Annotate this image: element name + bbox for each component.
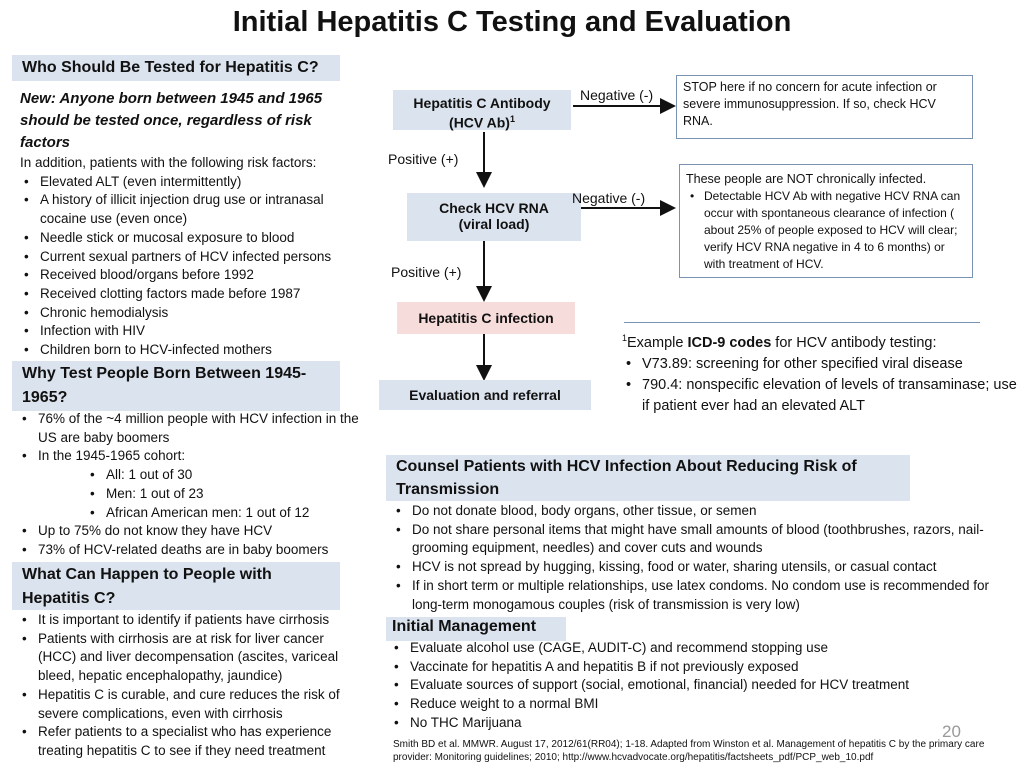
list-item: • It is important to identify if patients have cirrhosis xyxy=(18,611,363,630)
stop-callout: STOP here if no concern for acute infection or severe immunosuppression. If so, check HCV RNA. xyxy=(676,75,973,139)
hcv-antibody-box xyxy=(393,90,571,130)
who-heading: Who Should Be Tested for Hepatitis C? xyxy=(12,55,340,81)
list-item: • If in short term or multiple relationships, use latex condoms. No condom use is recommended for long-term monogamous couples (risk of transmission is very low) xyxy=(392,577,1012,614)
why-section xyxy=(18,410,363,560)
counsel-section xyxy=(392,502,1012,614)
list-item: • Evaluate alcohol use (CAGE, AUDIT-C) and recommend stopping use xyxy=(390,639,950,658)
not-infected-title: These people are NOT chronically infected. xyxy=(686,172,927,186)
not-infected-list xyxy=(686,188,966,273)
icd-section xyxy=(622,328,1022,417)
why-list xyxy=(18,410,363,560)
list-item: • Hepatitis C is curable, and cure reduces the risk of severe complications, even with cirrhosis xyxy=(18,686,363,723)
who-italic-text: New: Anyone born between 1945 and 1965 should be tested once, regardless of risk factors xyxy=(20,90,323,151)
negative-label-1: Negative (-) xyxy=(580,87,654,103)
icd-bold: ICD-9 codes xyxy=(687,334,772,351)
list-item: • Needle stick or mucosal exposure to blood xyxy=(20,229,360,248)
list-item: • Current sexual partners of HCV infected persons xyxy=(20,248,360,267)
list-item: • Children born to HCV-infected mothers xyxy=(20,341,360,360)
list-item: • Elevated ALT (even intermittently) xyxy=(20,173,360,192)
what-list xyxy=(18,611,363,761)
citation: Smith BD et al. MMWR. August 17, 2012/61(RR04); 1-18. Adapted from Winston et al. Management of hepatitis C by the primary care provider: Monitoring guidelines; 2010; http://www.hcvadvocate.org/hepatitis/factsheets_pdf/PCP_web_10.pdf xyxy=(393,739,985,763)
icd-suffix: for HCV antibody testing: xyxy=(771,334,937,351)
negative-label-2: Negative (-) xyxy=(572,190,646,206)
list-item: • Evaluate sources of support (social, emotional, financial) needed for HCV treatment xyxy=(390,676,950,695)
management-section xyxy=(390,639,950,733)
positive-label-1: Positive (+) xyxy=(388,151,459,167)
list-item: • Do not donate blood, body organs, other tissue, or semen xyxy=(392,502,1012,521)
page-number: 20 xyxy=(942,722,961,741)
list-item: • Vaccinate for hepatitis A and hepatitis B if not previously exposed xyxy=(390,658,950,677)
list-item: • Chronic hemodialysis xyxy=(20,304,360,323)
list-item: • All: 1 out of 30 xyxy=(18,466,363,485)
list-item: • Reduce weight to a normal BMI xyxy=(390,695,950,714)
slide-title: Initial Hepatitis C Testing and Evaluation xyxy=(232,6,792,38)
evaluation-referral-box: Evaluation and referral xyxy=(379,380,591,410)
counsel-heading: Counsel Patients with HCV Infection About Reducing Risk of Transmission xyxy=(386,455,910,501)
who-section xyxy=(20,88,360,360)
antibody-line2: (HCV Ab) xyxy=(449,114,510,131)
rna-line2: (viral load) xyxy=(458,216,530,232)
management-heading: Initial Management xyxy=(386,617,566,641)
list-item: • African American men: 1 out of 12 xyxy=(18,504,363,523)
list-item: • V73.89: screening for other specified viral disease xyxy=(622,354,1022,375)
hepatitis-c-infection-box: Hepatitis C infection xyxy=(397,302,575,334)
list-item: • 76% of the ~4 million people with HCV infection in the US are baby boomers xyxy=(18,410,363,447)
list-item: • Refer patients to a specialist who has experience treating hepatitis C to see if they need treatment xyxy=(18,723,363,760)
list-item: • HCV is not spread by hugging, kissing, food or water, sharing utensils, or casual contact xyxy=(392,558,1012,577)
icd-prefix: Example xyxy=(627,334,688,351)
check-hcv-rna-box xyxy=(407,193,581,241)
counsel-list xyxy=(392,502,1012,614)
what-heading: What Can Happen to People with Hepatitis C? xyxy=(12,562,340,610)
why-heading: Why Test People Born Between 1945-1965? xyxy=(12,361,340,411)
list-item: • Received clotting factors made before 1987 xyxy=(20,285,360,304)
icd-divider xyxy=(624,322,980,323)
list-item: • Men: 1 out of 23 xyxy=(18,485,363,504)
icd-footnote-marker: 1 xyxy=(622,333,628,343)
list-item: • In the 1945-1965 cohort: xyxy=(18,447,363,466)
rna-line1: Check HCV RNA xyxy=(439,200,549,216)
what-section xyxy=(18,611,363,761)
antibody-line1: Hepatitis C Antibody xyxy=(413,95,551,111)
list-item: • 73% of HCV-related deaths are in baby boomers xyxy=(18,541,363,560)
list-item: • Patients with cirrhosis are at risk for liver cancer (HCC) and liver decompensation (ascites, variceal bleed, hepatic encephalopathy, jaundice) xyxy=(18,630,363,686)
list-item: • Up to 75% do not know they have HCV xyxy=(18,522,363,541)
list-item: • Infection with HIV xyxy=(20,322,360,341)
list-item: • Do not share personal items that might have small amounts of blood (toothbrushes, razors, nail-grooming equipment, needles) and cover cuts and wounds xyxy=(392,521,1012,558)
list-item: • Received blood/organs before 1992 xyxy=(20,266,360,285)
list-item: • 790.4: nonspecific elevation of levels of transaminase; use if patient ever had an elevated ALT xyxy=(622,375,1022,417)
management-list xyxy=(390,639,950,733)
list-item: • No THC Marijuana xyxy=(390,714,950,733)
who-intro: In addition, patients with the following risk factors: xyxy=(20,155,317,170)
antibody-footnote-marker: 1 xyxy=(509,114,515,124)
who-list xyxy=(20,173,360,360)
list-item: • A history of illicit injection drug use or intranasal cocaine use (even once) xyxy=(20,191,360,228)
positive-label-2: Positive (+) xyxy=(391,264,462,280)
not-infected-callout xyxy=(679,164,973,278)
icd-list xyxy=(622,354,1022,417)
list-item: • Detectable HCV Ab with negative HCV RNA can occur with spontaneous clearance of infection ( about 25% of people exposed to HCV will clear; verify HCV RNA negative in 4 to 6 months) or with treatment of HCV. xyxy=(686,188,966,273)
